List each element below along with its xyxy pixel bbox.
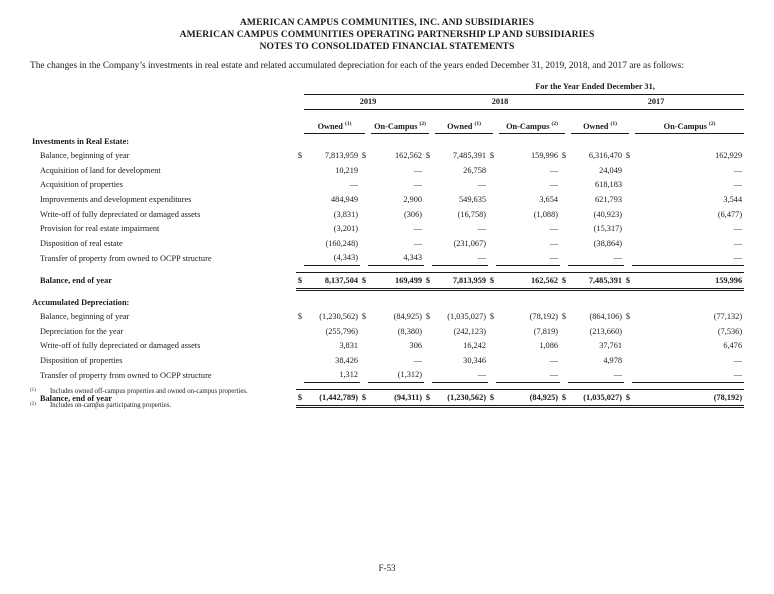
currency-symbol [360, 324, 368, 339]
cell-value: 7,485,391 [568, 273, 624, 290]
cell-value: 162,562 [395, 151, 422, 161]
currency-symbol: $ [296, 273, 304, 290]
currency-symbol [424, 207, 432, 222]
row-label: Disposition of properties [40, 355, 123, 365]
cell-value: — [496, 251, 560, 266]
currency-symbol [560, 368, 568, 383]
cell-value: (1,230,562) [432, 390, 488, 407]
cell-value: 7,485,391 [452, 151, 486, 161]
currency-symbol: $ [624, 390, 632, 407]
cell-value: (1,088) [533, 209, 558, 219]
cell-value: — [733, 224, 743, 234]
currency-symbol [488, 324, 496, 339]
table-row [32, 236, 744, 251]
currency-symbol: $ [489, 312, 495, 322]
real-estate-rollforward-table [32, 79, 744, 408]
currency-symbol [424, 178, 432, 193]
cell-value: 37,761 [599, 341, 622, 351]
currency-symbol [360, 368, 368, 383]
currency-symbol [296, 163, 304, 178]
currency-symbol: $ [360, 273, 368, 290]
cell-value: — [413, 180, 422, 190]
row-label: Acquisition of land for development [40, 165, 161, 175]
currency-symbol [488, 251, 496, 266]
currency-symbol [560, 251, 568, 266]
row-label: Disposition of real estate [40, 238, 123, 248]
cell-value: 162,562 [496, 273, 560, 290]
cell-value: (864,106) [589, 312, 622, 322]
report-heading-notes: NOTES TO CONSOLIDATED FINANCIAL STATEMENTS [259, 41, 515, 52]
cell-value: (4,343) [304, 251, 360, 266]
report-heading-partnership: AMERICAN CAMPUS COMMUNITIES OPERATING PARTNERSHIP LP AND SUBSIDIARIES [179, 29, 595, 40]
cell-value: 159,996 [632, 273, 744, 290]
currency-symbol [296, 339, 304, 354]
cell-value: (255,796) [325, 326, 358, 336]
currency-symbol: $ [360, 390, 368, 407]
cell-value: (7,536) [717, 326, 743, 336]
currency-symbol: $ [361, 312, 367, 322]
row-label: Acquisition of properties [40, 180, 123, 190]
cell-value: — [349, 180, 358, 190]
cell-value: 16,242 [463, 341, 486, 351]
cell-value: (1,035,027) [447, 312, 486, 322]
col-owned-2019: Owned $^{(1)}$ [304, 118, 368, 133]
footnote-1-text: Includes owned off-campus properties and owned on-campus properties. [50, 388, 248, 395]
cell-value: 549,635 [459, 194, 486, 204]
cell-value: 618,183 [595, 180, 622, 190]
cell-value: (1,035,027) [568, 390, 624, 407]
row-label: Balance, beginning of year [40, 151, 130, 161]
currency-symbol [624, 251, 632, 266]
col-owned-2017: Owned $^{(1)}$ [568, 118, 632, 133]
cell-value: 306 [409, 341, 422, 351]
currency-symbol: $ [297, 312, 303, 322]
row-label: Balance, end of year [40, 276, 112, 286]
table-row [32, 221, 744, 236]
currency-symbol [424, 192, 432, 207]
table-row [32, 207, 744, 222]
currency-symbol [560, 221, 568, 236]
currency-symbol [296, 236, 304, 251]
currency-symbol [488, 178, 496, 193]
cell-value: (231,067) [453, 238, 486, 248]
cell-value: — [477, 224, 486, 234]
footnote-2-mark: (2) [30, 402, 36, 407]
cell-value: (16,758) [457, 209, 486, 219]
currency-symbol [624, 353, 632, 368]
table-row [32, 251, 744, 266]
cell-value: 169,499 [368, 273, 424, 290]
cell-value: (7,819) [533, 326, 558, 336]
currency-symbol [624, 339, 632, 354]
column-header-row [32, 118, 744, 133]
table-row [32, 339, 744, 354]
table-row [32, 148, 744, 163]
currency-symbol: $ [296, 390, 304, 407]
cell-value: 1,086 [539, 341, 558, 351]
currency-symbol [488, 192, 496, 207]
currency-symbol: $ [488, 273, 496, 290]
currency-symbol: $ [425, 312, 431, 322]
currency-symbol [424, 339, 432, 354]
cell-value: 159,996 [531, 151, 558, 161]
cell-value: (8,380) [397, 326, 422, 336]
cell-value: 6,316,470 [588, 151, 622, 161]
cell-value: — [549, 180, 558, 190]
currency-symbol [488, 368, 496, 383]
table-row [32, 192, 744, 207]
group-header: For the Year Ended December 31, [535, 81, 655, 91]
currency-symbol [360, 251, 368, 266]
cell-value: — [733, 238, 743, 248]
currency-symbol: $ [625, 151, 631, 161]
footnote-2 [30, 402, 171, 409]
currency-symbol [424, 221, 432, 236]
row-label: Provision for real estate impairment [40, 224, 160, 234]
col-campus-2018: On-Campus $^{(2)}$ [496, 118, 568, 133]
cell-value: 4,978 [603, 355, 622, 365]
intro-paragraph: The changes in the Company’s investments in real estate and related accumulated depreciation for each of the years ended December 31, 2019, 2018, and 2017 are as follows: [30, 61, 684, 71]
section-title: Investments in Real Estate: [32, 136, 130, 146]
section-title-row [32, 295, 744, 310]
table-row [32, 309, 744, 324]
cell-value: 26,758 [463, 165, 486, 175]
page-number: F-53 [378, 563, 396, 573]
currency-symbol [360, 192, 368, 207]
cell-value: (84,925) [393, 312, 422, 322]
currency-symbol [488, 163, 496, 178]
cell-value: (1,442,789) [304, 390, 360, 407]
currency-symbol [360, 207, 368, 222]
currency-symbol [560, 324, 568, 339]
currency-symbol [424, 236, 432, 251]
year-header-2017: 2017 [568, 94, 744, 110]
currency-symbol: $ [561, 151, 567, 161]
currency-symbol [488, 236, 496, 251]
group-header-row [32, 79, 744, 94]
cell-value: — [413, 224, 422, 234]
cell-value: (1,312) [368, 368, 424, 383]
cell-value: — [733, 165, 743, 175]
currency-symbol [424, 324, 432, 339]
currency-symbol [624, 368, 632, 383]
cell-value: (3,831) [333, 209, 358, 219]
cell-value: (306) [404, 209, 422, 219]
currency-symbol [560, 236, 568, 251]
currency-symbol [560, 339, 568, 354]
currency-symbol [560, 207, 568, 222]
currency-symbol [296, 324, 304, 339]
currency-symbol [424, 353, 432, 368]
cell-value: — [568, 251, 624, 266]
currency-symbol [624, 221, 632, 236]
table-row [32, 163, 744, 178]
cell-value: — [413, 355, 422, 365]
table-row [32, 368, 744, 383]
cell-value: 2,900 [403, 194, 422, 204]
currency-symbol [624, 163, 632, 178]
section-title: Accumulated Depreciation: [32, 297, 130, 307]
year-header-2018: 2018 [432, 94, 568, 110]
currency-symbol [560, 353, 568, 368]
row-label: Balance, beginning of year [40, 312, 130, 322]
cell-value: — [549, 224, 558, 234]
currency-symbol [624, 178, 632, 193]
cell-value: — [432, 368, 488, 383]
row-label: Improvements and development expenditures [40, 194, 192, 204]
currency-symbol [624, 192, 632, 207]
currency-symbol [296, 368, 304, 383]
cell-value: (84,925) [496, 390, 560, 407]
cell-value: 3,654 [539, 194, 558, 204]
currency-symbol [296, 221, 304, 236]
currency-symbol: $ [624, 273, 632, 290]
col-campus-2019: On-Campus $^{(2)}$ [368, 118, 432, 133]
table-row [32, 353, 744, 368]
cell-value: (160,248) [325, 238, 358, 248]
report-heading-company: AMERICAN CAMPUS COMMUNITIES, INC. AND SUBSIDIARIES [239, 17, 535, 28]
row-label: Write-off of fully depreciated or damaged assets [40, 209, 201, 219]
cell-value: (15,317) [593, 224, 622, 234]
currency-symbol [488, 339, 496, 354]
currency-symbol [296, 251, 304, 266]
currency-symbol [624, 324, 632, 339]
total-row [32, 273, 744, 290]
cell-value: 7,813,959 [324, 151, 358, 161]
currency-symbol [360, 353, 368, 368]
currency-symbol: $ [489, 151, 495, 161]
cell-value: — [413, 165, 422, 175]
col-owned-2018: Owned $^{(1)}$ [432, 118, 496, 133]
currency-symbol: $ [424, 390, 432, 407]
section-title-row [32, 133, 744, 148]
currency-symbol: $ [625, 312, 631, 322]
cell-value: — [413, 238, 422, 248]
table-row [32, 324, 744, 339]
currency-symbol [560, 192, 568, 207]
footnote-2-text: Includes on-campus participating properties. [50, 402, 172, 409]
currency-symbol: $ [560, 390, 568, 407]
currency-symbol: $ [488, 390, 496, 407]
currency-symbol [360, 339, 368, 354]
row-label: Depreciation for the year [40, 326, 124, 336]
row-label: Transfer of property from owned to OCPP structure [40, 253, 212, 263]
currency-symbol: $ [361, 151, 367, 161]
currency-symbol: $ [561, 312, 567, 322]
row-label: Transfer of property from owned to OCPP structure [40, 370, 212, 380]
currency-symbol [560, 163, 568, 178]
cell-value: 4,343 [368, 251, 424, 266]
currency-symbol [296, 207, 304, 222]
currency-symbol [488, 207, 496, 222]
row-label: Balance, end of year [40, 393, 112, 403]
currency-symbol [424, 163, 432, 178]
currency-symbol [424, 368, 432, 383]
cell-value: 24,049 [599, 165, 622, 175]
cell-value: — [477, 180, 486, 190]
footnote-1 [30, 388, 248, 395]
cell-value: — [632, 368, 744, 383]
currency-symbol: $ [297, 151, 303, 161]
cell-value: (6,477) [717, 209, 743, 219]
currency-symbol [360, 221, 368, 236]
cell-value: 30,346 [463, 355, 486, 365]
cell-value: (242,123) [453, 326, 486, 336]
cell-value: (77,132) [713, 312, 743, 322]
cell-value: 1,312 [304, 368, 360, 383]
cell-value: — [549, 238, 558, 248]
currency-symbol [360, 236, 368, 251]
cell-value: (40,923) [593, 209, 622, 219]
cell-value: 6,476 [723, 341, 743, 351]
year-header-row [32, 94, 744, 110]
currency-symbol: $ [425, 151, 431, 161]
cell-value: 7,813,959 [432, 273, 488, 290]
cell-value: 484,949 [331, 194, 358, 204]
table-row [32, 178, 744, 193]
cell-value: 10,219 [335, 165, 358, 175]
cell-value: 621,793 [595, 194, 622, 204]
currency-symbol [360, 163, 368, 178]
row-label: Write-off of fully depreciated or damaged assets [40, 341, 201, 351]
currency-symbol [488, 353, 496, 368]
col-campus-2017: On-Campus $^{(2)}$ [632, 118, 744, 133]
currency-symbol [488, 221, 496, 236]
cell-value: (1,230,562) [319, 312, 358, 322]
cell-value: 3,831 [339, 341, 358, 351]
cell-value: (78,192) [632, 390, 744, 407]
year-header-2019: 2019 [304, 94, 432, 110]
currency-symbol [624, 236, 632, 251]
cell-value: — [549, 355, 558, 365]
cell-value: (213,660) [589, 326, 622, 336]
currency-symbol [296, 353, 304, 368]
currency-symbol: $ [560, 273, 568, 290]
cell-value: 3,544 [723, 194, 743, 204]
cell-value: — [432, 251, 488, 266]
currency-symbol [560, 178, 568, 193]
cell-value: 38,426 [335, 355, 358, 365]
cell-value: (78,192) [529, 312, 558, 322]
cell-value: — [733, 355, 743, 365]
cell-value: (38,864) [593, 238, 622, 248]
cell-value: 8,137,504 [304, 273, 360, 290]
cell-value: — [549, 165, 558, 175]
cell-value: — [568, 368, 624, 383]
cell-value: — [733, 180, 743, 190]
currency-symbol [360, 178, 368, 193]
cell-value: (94,311) [368, 390, 424, 407]
cell-value: — [632, 251, 744, 266]
currency-symbol [296, 178, 304, 193]
currency-symbol [624, 207, 632, 222]
cell-value: 162,929 [715, 151, 743, 161]
footnote-1-mark: (1) [30, 388, 36, 393]
currency-symbol: $ [424, 273, 432, 290]
currency-symbol [296, 192, 304, 207]
cell-value: (3,201) [333, 224, 358, 234]
currency-symbol [424, 251, 432, 266]
cell-value: — [496, 368, 560, 383]
